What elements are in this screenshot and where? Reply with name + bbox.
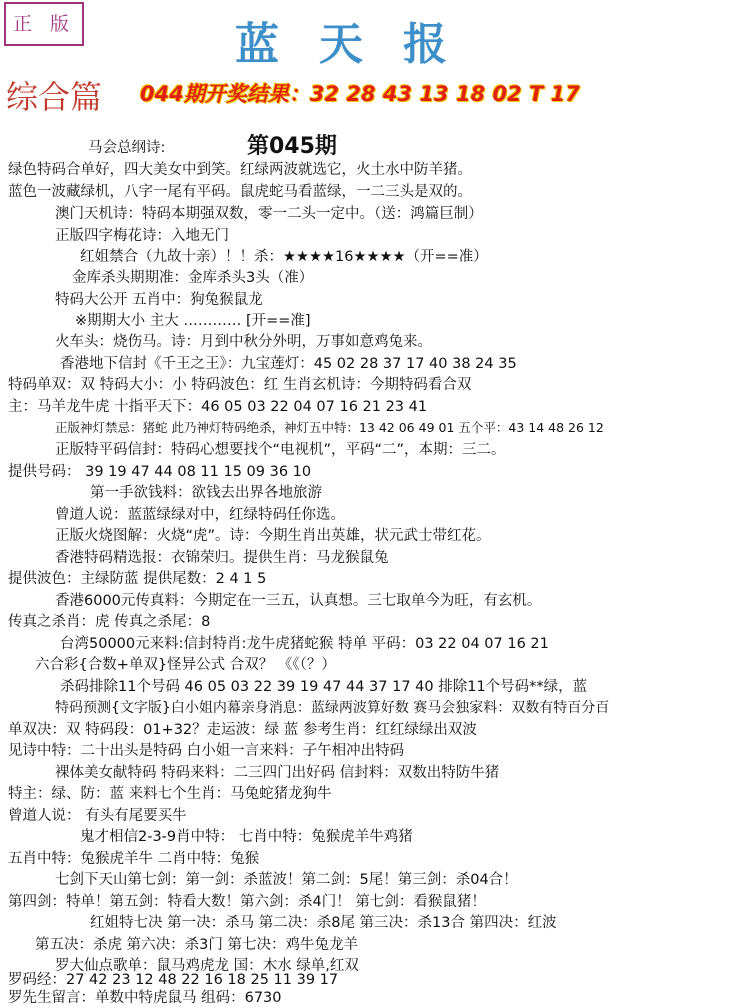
text-line: 第四剑：特单！第五剑：特看大数！第六剑：杀4门！ 第七剑：看猴鼠猪！ xyxy=(8,894,486,910)
text-line: 正版特平码信封：特码心想要找个“电视机”，平码“二”，本期：三二。 xyxy=(55,442,506,458)
text-line: 特码预测{文字版}白小姐内幕亲身消息：蓝绿两波算好数 赛马会独家料：双数有特百分百 xyxy=(55,700,610,716)
text-line: 七剑下天山第七剑：第一剑：杀蓝波！第二剑：5尾！第三剑：杀04合！ xyxy=(55,872,518,888)
text-line: 马会总纲诗: xyxy=(88,140,166,156)
text-line: 提供号码： 39 19 47 44 08 11 15 09 36 10 xyxy=(8,464,312,480)
text-line: 罗先生留言：单数中特虎鼠马 组码：6730 xyxy=(8,990,282,1006)
text-line: 香港特码精选报：衣锦荣归。提供生肖：马龙猴鼠兔 xyxy=(55,550,389,566)
text-line: 香港6000元传真料：今期定在一三五，认真想。三七取单今为旺，有玄机。 xyxy=(55,593,542,609)
newspaper-title: 蓝天报 xyxy=(235,19,487,70)
genuine-stamp: 正 版 xyxy=(4,2,84,46)
text-line: 提供波色：主绿防蓝 提供尾数：2 4 1 5 xyxy=(8,571,267,587)
previous-result-banner: 044期开奖结果：32 28 43 13 18 02 T 17 xyxy=(140,82,580,106)
text-line: 单双决：双 特码段：01+32？走运波：绿 蓝 参考生肖：红红绿绿出双波 xyxy=(8,722,477,738)
text-line: 鬼才相信2-3-9肖中特： 七肖中特：兔猴虎羊牛鸡猪 xyxy=(80,829,413,845)
text-line: 罗大仙点歌单：鼠马鸡虎龙 国：木水 绿单,红双 xyxy=(55,958,359,974)
text-line: 六合彩{合数+单双}怪异公式 合双？ 《《（？） xyxy=(35,657,336,673)
text-line: 正版四字梅花诗：入地无门 xyxy=(55,228,229,244)
text-line: 香港地下信封《千王之王》：九宝莲灯：45 02 28 37 17 40 38 24 35 xyxy=(60,356,517,372)
text-line: 裸体美女献特码 特码来料：二三四门出好码 信封料：双数出特防牛猪 xyxy=(55,765,500,781)
issue-number: 第045期 xyxy=(247,134,337,159)
text-line: 主：马羊龙牛虎 十指平天下：46 05 03 22 04 07 16 21 23 41 xyxy=(8,399,428,415)
text-line: 绿色特码合单好，四大美女中到笑。红绿两波就选它，火土水中防羊猪。 xyxy=(8,162,472,178)
text-line: 特码单双：双 特码大小：小 特码波色：红 生肖玄机诗：今期特码看合双 xyxy=(8,377,472,393)
section-label: 综合篇 xyxy=(6,78,103,116)
text-line: 金库杀头期期准：金库杀头3头（准） xyxy=(72,270,314,286)
text-line: 台湾50000元来料:信封特肖:龙牛虎猪蛇猴 特单 平码：03 22 04 07 16 21 xyxy=(60,636,549,652)
text-line: 特主：绿、防：蓝 来料七个生肖：马兔蛇猪龙狗牛 xyxy=(8,786,332,802)
text-line: 第一手欲钱料：欲钱去出界各地旅游 xyxy=(90,485,322,501)
text-line: 正版神灯禁忌：猪蛇 此乃神灯特码绝杀，神灯五中特：13 42 06 49 01 五个平：43 14 48 26 12 xyxy=(55,420,604,435)
text-line: 特码大公开 五肖中：狗兔猴鼠龙 xyxy=(55,292,263,308)
text-line: 第五决：杀虎 第六决：杀3门 第七决：鸡牛兔龙羊 xyxy=(35,937,358,953)
text-line: 火车头：烧伤马。诗：月到中秋分外明，万事如意鸡兔来。 xyxy=(55,334,432,350)
text-line: 红姐特七决 第一决：杀马 第二决：杀8尾 第三决：杀13合 第四决：红波 xyxy=(90,915,557,931)
text-line: 曾道人说： 有头有尾要买牛 xyxy=(8,808,187,824)
text-line: ※期期大小 主大 ………… [开==准] xyxy=(75,313,311,329)
text-line: 杀码排除11个号码 46 05 03 22 39 19 47 44 37 17 40 排除11个号码**绿，蓝 xyxy=(60,679,588,695)
text-line: 五肖中特：兔猴虎羊牛 二肖中特：兔猴 xyxy=(8,851,260,867)
text-line: 传真之杀肖：虎 传真之杀尾：8 xyxy=(8,614,211,630)
text-line: 蓝色一波藏绿机，八字一尾有平码。鼠虎蛇马看蓝绿，一二三头是双的。 xyxy=(8,184,472,200)
text-line: 见诗中特：二十出头是特码 白小姐一言来料：子午相冲出特码 xyxy=(8,743,405,759)
text-line: 罗码经：27 42 23 12 48 22 16 18 25 11 39 17 xyxy=(8,972,339,988)
text-line: 红姐禁合（九故十亲）！！杀：★★★★16★★★★（开==准） xyxy=(80,249,488,265)
text-line: 曾道人说：蓝蓝绿绿对中，红绿特码任你选。 xyxy=(55,507,345,523)
text-line: 澳门天机诗：特码本期强双数，零一二头一定中。（送：鸿篇巨制） xyxy=(55,206,483,222)
text-line: 正版火烧图解：火烧“虎”。诗：今期生肖出英雄，状元武士带红花。 xyxy=(55,528,491,544)
